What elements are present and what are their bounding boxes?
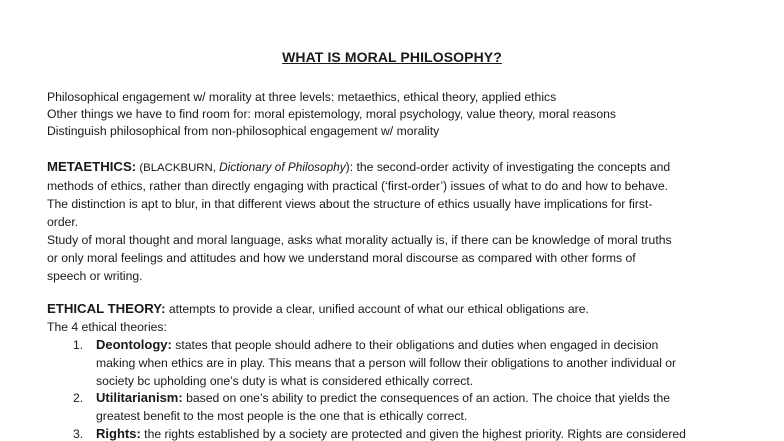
- metaethics-paragraph-first-line: [47, 160, 670, 175]
- metaethics-source-title: Dictionary of Philosophy: [219, 160, 346, 174]
- ethical-theory-heading-colon: :: [161, 301, 166, 316]
- list-item-rights: [96, 427, 686, 441]
- list-number: 2.: [73, 391, 84, 405]
- metaethics-heading-colon: :: [131, 159, 137, 174]
- metaethics-line: The distinction is apt to blur, in that different views about the structure of ethics usually have implications for first-: [47, 197, 653, 211]
- list-item-line: making when ethics are in play. This means that a person will follow their obligations to another individual or: [96, 356, 677, 370]
- intro-line: Other things we have to find room for: moral epistemology, moral psychology, value theory, moral reasons: [47, 107, 617, 121]
- ethical-theory-paragraph: [47, 302, 589, 316]
- metaethics-line: or only moral feelings and attitudes and how we understand moral discourse as compared with other forms of: [47, 251, 636, 265]
- intro-line: Philosophical engagement w/ morality at three levels: metaethics, ethical theory, applied ethics: [47, 90, 557, 104]
- list-item-term: Deontology: [96, 337, 168, 352]
- ethical-theory-heading: ETHICAL THEORY: [47, 301, 162, 316]
- list-item-term: Utilitarianism: [96, 390, 179, 405]
- metaethics-heading: METAETHICS: [47, 159, 132, 174]
- metaethics-source-open: (BLACKBURN,: [136, 162, 220, 174]
- list-item-text: based on one’s ability to predict the consequences of an action. The choice that yields the: [182, 391, 671, 405]
- metaethics-line: speech or writing.: [47, 269, 143, 283]
- list-item-utilitarianism: [96, 391, 670, 405]
- list-item-text: the rights established by a society are protected and given the highest priority. Rights are considered: [140, 427, 686, 441]
- ethical-theories-subhead: The 4 ethical theories:: [47, 320, 167, 334]
- metaethics-text: the second-order activity of investigating the concepts and: [356, 160, 671, 174]
- list-item-term-colon: :: [136, 426, 141, 441]
- metaethics-source-close: ):: [345, 160, 357, 174]
- list-number: 3.: [73, 427, 84, 441]
- intro-line: Distinguish philosophical from non-philosophical engagement w/ morality: [47, 124, 440, 138]
- list-number: 1.: [73, 338, 84, 352]
- list-item-term: Rights: [96, 426, 137, 441]
- list-item-line: society bc upholding one’s duty is what is considered ethically correct.: [96, 374, 474, 388]
- metaethics-line: order.: [47, 215, 79, 229]
- page-title: WHAT IS MORAL PHILOSOPHY?: [282, 49, 502, 65]
- list-item-line: greatest benefit to the most people is the one that is ethically correct.: [96, 409, 468, 423]
- ethical-theory-definition: attempts to provide a clear, unified account of what our ethical obligations are.: [165, 302, 589, 316]
- metaethics-line: Study of moral thought and moral language, asks what morality actually is, if there can be knowledge of moral truths: [47, 233, 672, 247]
- list-item-deontology: [96, 338, 658, 352]
- list-item-term-colon: :: [167, 337, 172, 352]
- list-item-term-colon: :: [178, 390, 183, 405]
- metaethics-line: methods of ethics, rather than directly engaging with practical (‘first-order’) issues of what to do and how to behave.: [47, 179, 668, 193]
- list-item-text: states that people should adhere to their obligations and duties when engaged in decision: [171, 338, 659, 352]
